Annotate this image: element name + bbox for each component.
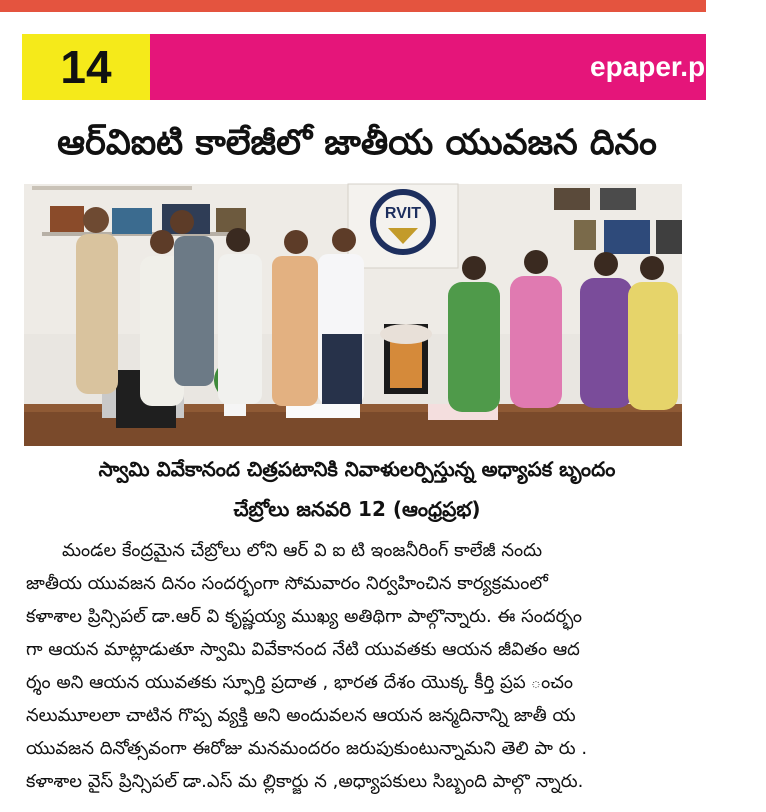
body-line: నలుమూలలా చాటిన గొప్ప వ్యక్తి అని అందువలన ఆయన జన్మదినాన్ని జాతీ య [26,705,576,726]
body-line: మండల కేంద్రమైన చేబ్రోలు లోని ఆర్ వి ఐ టి ఇంజనీరింగ్ కాలేజీ నందు [62,540,543,561]
article-dateline: చేబ్రోలు జనవరి 12 (ఆంధ్రప్రభ) [233,497,481,521]
page-number: 14 [22,34,150,100]
page-header-band [22,34,766,100]
site-name[interactable]: epaper.prabh [150,34,706,100]
rvit-logo: RVIT [384,205,422,222]
article-body [26,534,682,798]
photo-caption: స్వామి వివేకానంద చిత్రపటానికి నివాళులర్పిస్తున్న అధ్యాపక బృందం [98,457,616,481]
top-accent-bar [0,0,706,12]
body-line: గా ఆయన మాట్లాడుతూ స్వామి వివేకానంద నేటి యువతకు ఆయన జీవితం ఆద [26,639,580,660]
body-line: ర్శం అని ఆయన యువతకు స్ఫూర్తి ప్రదాత , భారత దేశం యొక్క కీర్తి ప్రప ంచం [26,672,574,693]
body-line: కళాశాల ప్రిన్సిపల్ డా.ఆర్ వి కృష్ణయ్య ముఖ్య అతిథిగా పాల్గొన్నారు. ఈ సందర్భం [26,606,582,627]
body-line: జాతీయ యువజన దినం సందర్భంగా సోమవారం నిర్వహించిన కార్యక్రమంలో [26,573,548,594]
body-line: యువజన దినోత్సవంగా ఈరోజు మనమందరం జరుపుకుంటున్నామని తెలి పా రు . [26,738,588,759]
body-line: కళాశాల వైస్ ప్రిన్సిపల్ డా.ఎస్ మ ల్లికార్జు న ,అధ్యాపకులు సిబ్బంది పాల్గొ న్నారు. [26,771,584,792]
article-photo [24,184,682,446]
article-headline: ఆర్‌విఐటి కాలేజీలో జాతీయ యువజన దినం [57,123,657,163]
